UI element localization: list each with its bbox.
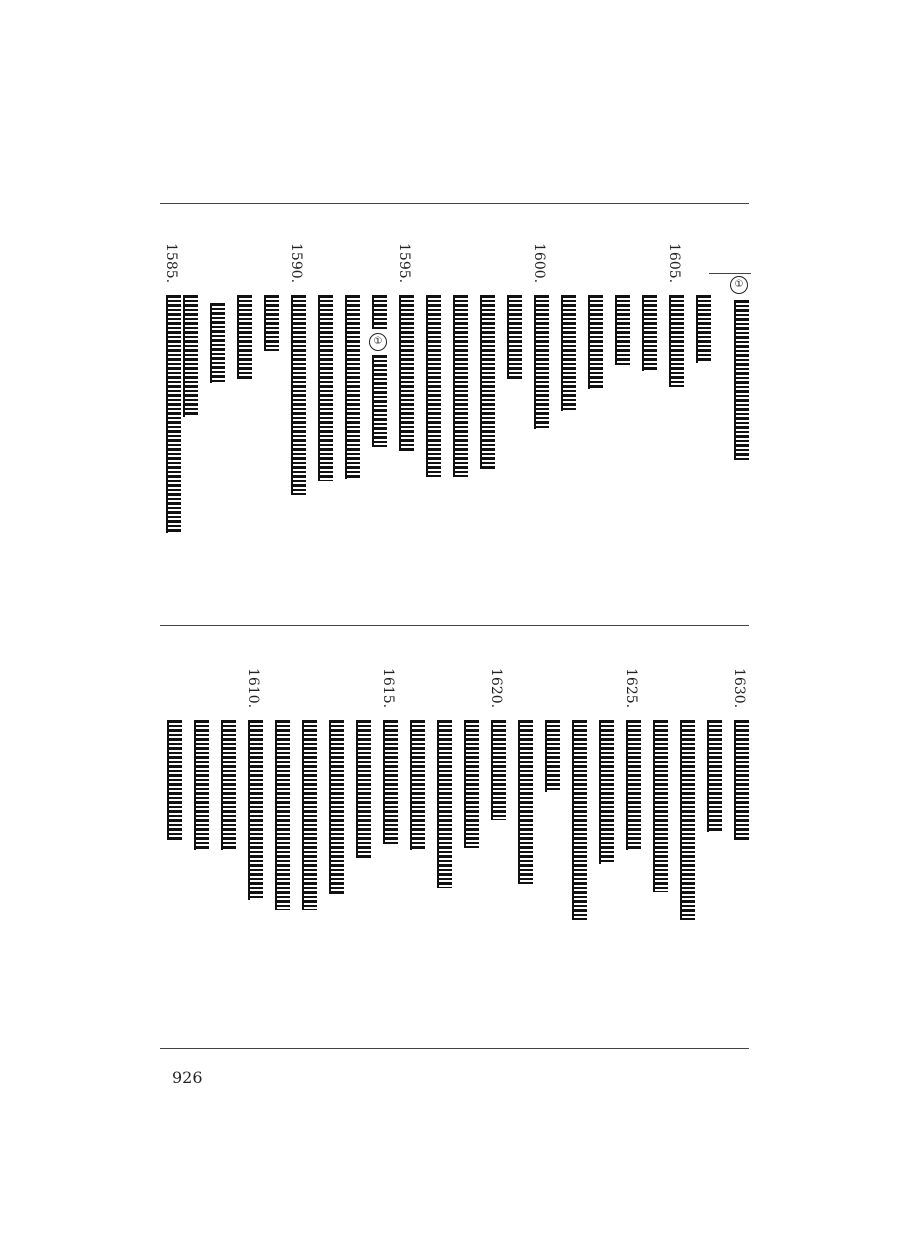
mongolian-script-line xyxy=(518,720,533,884)
line-number: 1600. xyxy=(531,243,547,284)
line-number: 1595. xyxy=(396,243,412,284)
mongolian-script-line xyxy=(734,720,749,840)
verse-line xyxy=(674,668,698,928)
verse-line xyxy=(431,668,455,928)
verse-line xyxy=(701,668,725,928)
verse-line xyxy=(555,243,579,423)
mongolian-script-line xyxy=(356,720,371,858)
verse-line xyxy=(285,243,309,503)
line-number: 1620. xyxy=(488,668,504,709)
verse-line xyxy=(620,668,644,928)
verse-line xyxy=(350,668,374,928)
footnote-marker: ① xyxy=(730,276,748,294)
verse-line xyxy=(404,668,428,928)
mongolian-script-line xyxy=(480,295,495,469)
verse-line xyxy=(690,243,714,373)
mongolian-script-line xyxy=(302,720,317,910)
mongolian-script-line xyxy=(572,720,587,920)
mongolian-script-line xyxy=(399,295,414,451)
mongolian-script-line xyxy=(437,720,452,888)
verse-line xyxy=(377,668,401,928)
verse-line xyxy=(312,243,336,483)
verse-line xyxy=(242,668,266,928)
verse-line xyxy=(150,243,179,543)
verse-line xyxy=(458,668,482,928)
mongolian-script-line xyxy=(588,295,603,389)
mongolian-script-line xyxy=(534,295,549,429)
mongolian-script-line xyxy=(545,720,560,792)
line-number: 1610. xyxy=(245,668,261,709)
verse-line xyxy=(485,668,509,928)
middle-rule xyxy=(160,625,749,626)
verse-line xyxy=(528,243,552,443)
line-number: 1585. xyxy=(163,243,179,284)
verse-line xyxy=(296,668,320,928)
mongolian-script-line xyxy=(410,720,425,850)
verse-line xyxy=(420,243,444,483)
verse-line xyxy=(501,243,525,393)
mongolian-script-line xyxy=(166,295,181,533)
mongolian-script-line xyxy=(626,720,641,850)
mongolian-script-line xyxy=(194,720,209,850)
verse-line xyxy=(593,668,617,928)
mongolian-script-line xyxy=(507,295,522,379)
line-number: 1615. xyxy=(380,668,396,709)
mongolian-script-line xyxy=(264,295,279,351)
verse-line xyxy=(512,668,536,928)
mongolian-script-line xyxy=(221,720,236,850)
mongolian-script-line xyxy=(615,295,630,365)
top-rule xyxy=(160,203,749,204)
mongolian-script-line xyxy=(345,295,360,479)
verse-line xyxy=(161,668,185,928)
mongolian-script-line xyxy=(696,295,711,363)
verse-line xyxy=(204,243,228,393)
verse-line xyxy=(447,243,471,483)
verse-line xyxy=(215,668,239,928)
verse-line xyxy=(663,243,687,393)
mongolian-script-line xyxy=(383,720,398,844)
footnote-marker: ① xyxy=(369,333,387,351)
verse-line xyxy=(231,243,255,393)
mongolian-script-line xyxy=(653,720,668,892)
mongolian-script-line xyxy=(248,720,263,900)
verse-line xyxy=(188,668,212,928)
mongolian-script-line xyxy=(318,295,333,481)
mongolian-script-line xyxy=(491,720,506,820)
mongolian-script-line xyxy=(210,303,225,383)
line-number: 1625. xyxy=(623,668,639,709)
mongolian-script-line xyxy=(426,295,441,477)
mongolian-script-line xyxy=(669,295,684,387)
verse-line xyxy=(636,243,660,373)
mongolian-script-line xyxy=(372,355,387,447)
mongolian-script-line xyxy=(464,720,479,848)
mongolian-script-line xyxy=(599,720,614,864)
mongolian-script-line xyxy=(167,720,182,840)
mongolian-script-line xyxy=(453,295,468,477)
line-number: 1590. xyxy=(288,243,304,284)
mongolian-script-line xyxy=(561,295,576,411)
verse-line xyxy=(728,668,752,928)
verse-line xyxy=(269,668,293,928)
mongolian-script-line xyxy=(734,300,749,460)
mongolian-script-line xyxy=(237,295,252,379)
footnote-column xyxy=(728,276,752,466)
verse-line xyxy=(647,668,671,928)
verse-line xyxy=(323,668,347,928)
verse-line xyxy=(366,243,390,463)
page-number: 926 xyxy=(172,1068,203,1087)
mongolian-script-line xyxy=(642,295,657,371)
footnote-rule xyxy=(709,273,751,274)
verse-line xyxy=(258,243,282,363)
verse-line xyxy=(339,243,363,483)
mongolian-script-line xyxy=(275,720,290,910)
mongolian-script-line xyxy=(329,720,344,894)
line-number: 1630. xyxy=(731,668,747,709)
line-number: 1605. xyxy=(666,243,682,284)
bottom-rule xyxy=(160,1048,749,1049)
mongolian-script-line xyxy=(183,295,198,417)
verse-line xyxy=(474,243,498,473)
mongolian-script-line xyxy=(372,295,387,329)
mongolian-script-line xyxy=(680,720,695,920)
verse-line xyxy=(566,668,590,928)
verse-line xyxy=(582,243,606,393)
verse-line xyxy=(393,243,417,463)
verse-line xyxy=(609,243,633,373)
mongolian-script-line xyxy=(707,720,722,832)
mongolian-script-line xyxy=(291,295,306,495)
verse-line xyxy=(539,668,563,928)
